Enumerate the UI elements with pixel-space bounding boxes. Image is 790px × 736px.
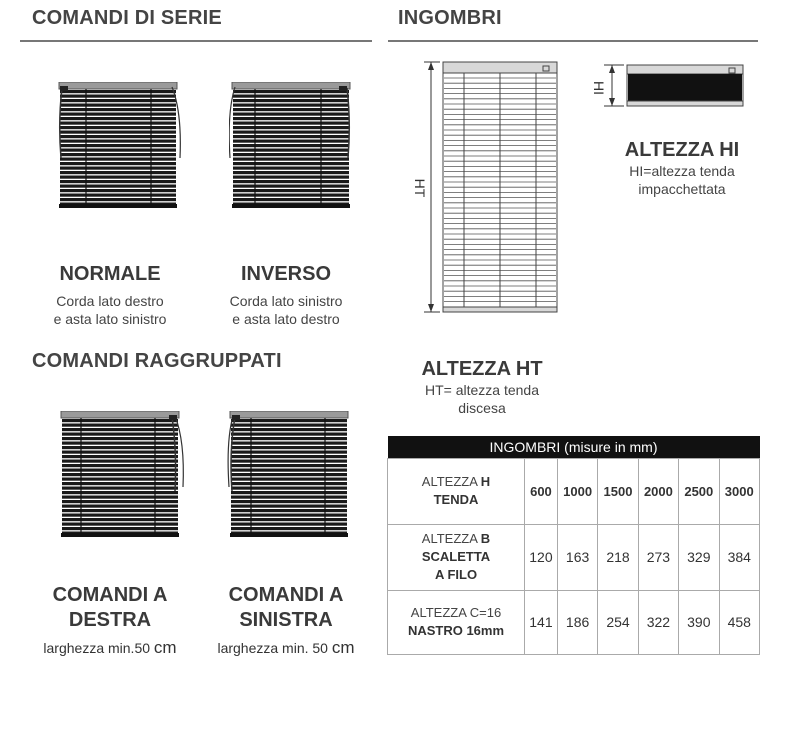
blind-slat bbox=[233, 140, 349, 143]
blind-slat bbox=[62, 437, 178, 440]
section-title-serie: COMANDI DI SERIE bbox=[32, 7, 222, 29]
blind-slat bbox=[62, 509, 178, 512]
divider-serie bbox=[20, 40, 372, 42]
cell: 1000 bbox=[557, 458, 597, 524]
blind-slat bbox=[60, 158, 176, 161]
cell: 2500 bbox=[679, 458, 719, 524]
destra-title-1: COMANDI A bbox=[52, 584, 168, 606]
blind-slat bbox=[233, 180, 349, 183]
ht-dimension-label: HT bbox=[412, 178, 428, 198]
row-label-nastro bbox=[388, 590, 525, 654]
inverso-title: INVERSO bbox=[240, 263, 332, 285]
row-label-scaletta bbox=[388, 524, 525, 590]
blind-slat bbox=[62, 482, 178, 485]
blind-slat bbox=[62, 518, 178, 521]
blind-slat bbox=[231, 460, 347, 463]
blind-slat bbox=[233, 194, 349, 197]
altezza-hi-desc-2: impacchettata bbox=[638, 181, 726, 197]
blind-slat bbox=[231, 433, 347, 436]
row-label-tenda-b: H bbox=[480, 474, 491, 489]
blind-slat bbox=[62, 505, 178, 508]
sinistra-desc-unit: cm bbox=[331, 638, 355, 657]
blind-slat bbox=[60, 176, 176, 179]
blind-slat bbox=[231, 437, 347, 440]
blind-slat bbox=[60, 135, 176, 138]
blind-slat bbox=[62, 419, 178, 422]
blind-slat bbox=[62, 523, 178, 526]
blind-slat bbox=[233, 113, 349, 116]
blind-slat bbox=[62, 469, 178, 472]
ht-blind-illustration bbox=[410, 58, 562, 318]
blind-slat bbox=[231, 442, 347, 445]
blind-slat bbox=[60, 113, 176, 116]
row-label-scaletta-a: ALTEZZA bbox=[421, 531, 481, 546]
inverso-desc-1: Corda lato sinistro bbox=[229, 293, 343, 309]
blind-slat bbox=[60, 198, 176, 201]
blind-slat bbox=[60, 90, 176, 93]
blind-sinistra-illustration bbox=[227, 411, 355, 539]
blind-slat bbox=[233, 95, 349, 98]
cell: 273 bbox=[638, 524, 678, 590]
blind-slat bbox=[62, 424, 178, 427]
section-title-raggruppati: COMANDI RAGGRUPPATI bbox=[32, 350, 282, 372]
blind-slat bbox=[233, 108, 349, 111]
blind-slat bbox=[62, 473, 178, 476]
row-label-tenda-a: ALTEZZA bbox=[421, 474, 481, 489]
blind-slat bbox=[62, 464, 178, 467]
blind-slat bbox=[233, 99, 349, 102]
blind-slat bbox=[62, 455, 178, 458]
blind-slat bbox=[233, 122, 349, 125]
blind-slat bbox=[233, 153, 349, 156]
blind-slat bbox=[60, 108, 176, 111]
row-label-nastro-c: NASTRO 16mm bbox=[407, 623, 505, 638]
blind-slat bbox=[60, 117, 176, 120]
blind-slat bbox=[231, 514, 347, 517]
blind-slat bbox=[62, 446, 178, 449]
blind-slat bbox=[231, 509, 347, 512]
blind-slat bbox=[60, 185, 176, 188]
row-label-tenda-c: TENDA bbox=[433, 492, 479, 507]
altezza-hi-title: ALTEZZA HI bbox=[624, 139, 740, 161]
blind-slat bbox=[233, 198, 349, 201]
cell: 141 bbox=[525, 590, 558, 654]
blind-slat bbox=[62, 514, 178, 517]
blind-slat bbox=[62, 428, 178, 431]
blind-slat bbox=[233, 167, 349, 170]
cell: 322 bbox=[638, 590, 678, 654]
cell: 384 bbox=[719, 524, 759, 590]
blind-slat bbox=[231, 469, 347, 472]
row-label-tenda bbox=[388, 458, 525, 524]
cell: 186 bbox=[557, 590, 597, 654]
blind-slat bbox=[231, 473, 347, 476]
inverso-desc-2: e asta lato destro bbox=[232, 311, 340, 327]
cell: 3000 bbox=[719, 458, 759, 524]
blind-inverso-illustration bbox=[229, 82, 361, 210]
blind-slat bbox=[233, 90, 349, 93]
blind-slat bbox=[233, 149, 349, 152]
blind-slat bbox=[62, 500, 178, 503]
blind-slat bbox=[231, 419, 347, 422]
cell: 120 bbox=[525, 524, 558, 590]
blind-slat bbox=[233, 158, 349, 161]
blind-slat bbox=[60, 99, 176, 102]
blind-slat bbox=[60, 104, 176, 107]
blind-slat bbox=[62, 433, 178, 436]
blind-slat bbox=[231, 496, 347, 499]
blind-slat bbox=[233, 126, 349, 129]
blind-slat bbox=[60, 171, 176, 174]
blind-slat bbox=[233, 171, 349, 174]
row-label-scaletta-d: A FILO bbox=[434, 567, 478, 582]
blind-slat bbox=[233, 189, 349, 192]
blind-slat bbox=[60, 194, 176, 197]
cell: 390 bbox=[679, 590, 719, 654]
cell: 254 bbox=[598, 590, 638, 654]
altezza-ht-desc-1: HT= altezza tenda bbox=[424, 382, 539, 398]
blind-slat bbox=[233, 144, 349, 147]
blind-slat bbox=[60, 180, 176, 183]
normale-desc-2: e asta lato sinistro bbox=[53, 311, 167, 327]
blind-slat bbox=[233, 117, 349, 120]
blind-slat bbox=[231, 527, 347, 530]
blind-slat bbox=[60, 144, 176, 147]
blind-slat bbox=[233, 185, 349, 188]
sinistra-desc bbox=[196, 638, 376, 658]
ingombri-table bbox=[387, 436, 760, 655]
blind-slat bbox=[231, 424, 347, 427]
sinistra-title-2: SINISTRA bbox=[239, 609, 333, 631]
blind-slat bbox=[60, 131, 176, 134]
table-row-scaletta bbox=[388, 524, 760, 590]
section-title-ingombri: INGOMBRI bbox=[398, 7, 502, 29]
altezza-ht-title: ALTEZZA HT bbox=[421, 358, 543, 380]
blind-slat bbox=[60, 95, 176, 98]
row-label-scaletta-c: SCALETTA bbox=[421, 549, 491, 564]
blind-slat bbox=[233, 176, 349, 179]
blind-slat bbox=[62, 491, 178, 494]
table-row-tenda bbox=[388, 458, 760, 524]
blind-slat bbox=[62, 442, 178, 445]
blind-slat bbox=[62, 460, 178, 463]
blind-slat bbox=[62, 487, 178, 490]
hi-blind-illustration bbox=[596, 60, 748, 112]
blind-slat bbox=[60, 149, 176, 152]
destra-desc bbox=[20, 638, 200, 658]
blind-slat bbox=[62, 478, 178, 481]
blind-slat bbox=[233, 162, 349, 165]
blind-slat bbox=[231, 455, 347, 458]
cell: 163 bbox=[557, 524, 597, 590]
normale-title: NORMALE bbox=[59, 263, 161, 285]
blind-slat bbox=[60, 122, 176, 125]
blind-slat bbox=[60, 126, 176, 129]
sinistra-title-1: COMANDI A bbox=[228, 584, 344, 606]
blind-slat bbox=[231, 505, 347, 508]
blind-slat bbox=[231, 500, 347, 503]
blind-slat bbox=[60, 153, 176, 156]
blind-slat bbox=[233, 104, 349, 107]
blind-slat bbox=[231, 478, 347, 481]
cell: 329 bbox=[679, 524, 719, 590]
blind-slat bbox=[231, 451, 347, 454]
cell: 218 bbox=[598, 524, 638, 590]
blind-slat bbox=[62, 451, 178, 454]
row-label-scaletta-b: B bbox=[480, 531, 491, 546]
blind-slat bbox=[231, 523, 347, 526]
hi-dimension-label: HI bbox=[591, 81, 607, 95]
blind-slat bbox=[60, 162, 176, 165]
cell: 600 bbox=[525, 458, 558, 524]
destra-desc-text: larghezza min.50 bbox=[43, 640, 151, 656]
blind-slat bbox=[231, 487, 347, 490]
destra-title-2: DESTRA bbox=[68, 609, 152, 631]
cell: 2000 bbox=[638, 458, 678, 524]
row-label-nastro-a: ALTEZZA C=16 bbox=[410, 605, 502, 620]
blind-slat bbox=[62, 496, 178, 499]
table-header: INGOMBRI (misure in mm) bbox=[388, 436, 760, 458]
divider-ingombri bbox=[388, 40, 758, 42]
blind-slat bbox=[231, 518, 347, 521]
blind-slat bbox=[60, 189, 176, 192]
cell: 1500 bbox=[598, 458, 638, 524]
blind-slat bbox=[231, 482, 347, 485]
blind-slat bbox=[233, 135, 349, 138]
destra-desc-unit: cm bbox=[153, 638, 177, 657]
blind-slat bbox=[231, 446, 347, 449]
blind-normale-illustration bbox=[56, 82, 188, 210]
blind-destra-illustration bbox=[59, 411, 187, 539]
altezza-hi-desc-1: HI=altezza tenda bbox=[629, 163, 735, 179]
normale-desc-1: Corda lato destro bbox=[56, 293, 164, 309]
blind-slat bbox=[231, 491, 347, 494]
sinistra-desc-text: larghezza min. 50 bbox=[217, 640, 328, 656]
blind-slat bbox=[231, 464, 347, 467]
blind-slat bbox=[60, 140, 176, 143]
blind-slat bbox=[233, 131, 349, 134]
altezza-ht-desc-2: discesa bbox=[458, 400, 506, 416]
blind-slat bbox=[60, 167, 176, 170]
table-row-nastro bbox=[388, 590, 760, 654]
blind-slat bbox=[62, 527, 178, 530]
cell: 458 bbox=[719, 590, 759, 654]
blind-slat bbox=[231, 428, 347, 431]
